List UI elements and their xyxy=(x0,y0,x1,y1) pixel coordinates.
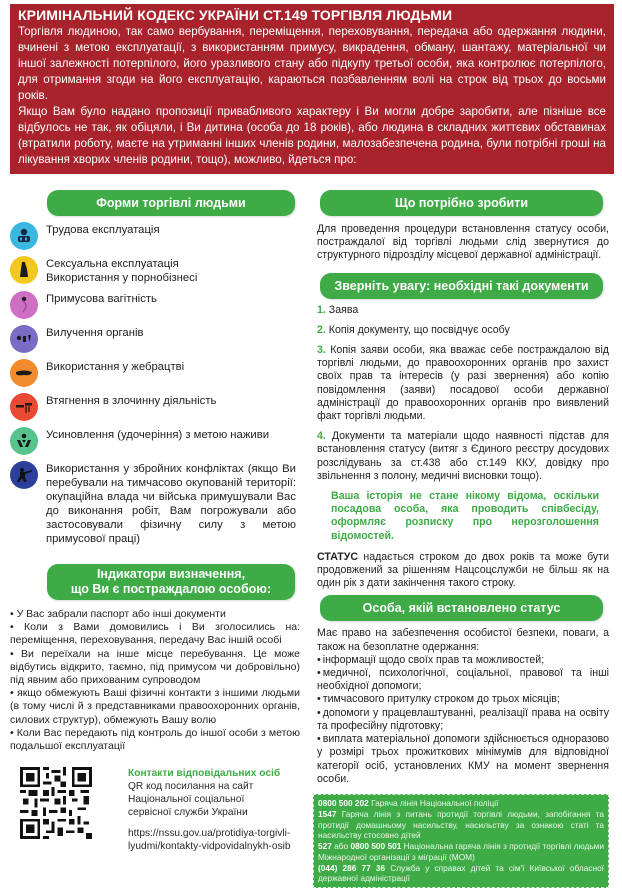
form-label: Сексуальна експлуатація Використання у порнобізнесі xyxy=(46,258,198,284)
hotline-desc: Служба у справах дітей та сім'ї Київської обласної державної адміністрації xyxy=(318,862,604,884)
form-item xyxy=(10,427,302,455)
hotline-desc: Гаряча лінія Національної поліції xyxy=(368,797,499,808)
document-text: Копія заяви особи, яка вважає себе постраждалою від торгівлі людьми, до правоохоронних органів про захист своїх прав та інтересів (у разі звернення) або копію повідомлення (заяви) посадової особи державної адміністрації до правоохоронних органів про виявлений факт торгівлі людьми. xyxy=(317,344,609,423)
contacts-url-line1: https://nssu.gov.ua/protidiya-torgivli- xyxy=(128,828,291,840)
rights-item: • медичної, психологічної, соціальної, правової та інші необхідної допомоги; xyxy=(317,667,609,693)
document-text: Копія документу, що посвідчує особу xyxy=(328,323,510,336)
form-label: Усиновлення (удочеріння) з метою наживи xyxy=(46,429,270,441)
banner-paragraph-law: Торгівля людиною, так само вербування, переміщення, переховування, передача або одержання людини, вчинені з метою експлуатації, з використанням примусу, викрадення, обману, шантажу, матеріальної чи іншої залежності потерпілого, його уразливого стану або підкупу третьої особи, яка контролює потерпілого, для отримання згоди на його експлуатацію, караються позбавленням волі на строк від трьох до восьми років. xyxy=(18,25,606,102)
indicators-list xyxy=(10,608,300,753)
form-item xyxy=(10,393,302,421)
form-label: Вилучення органів xyxy=(46,327,144,339)
document-item xyxy=(317,344,609,423)
soldier-icon xyxy=(10,461,38,489)
hotline-item xyxy=(318,863,604,885)
contacts-url-line2: lyudmi/kontakty-vidpovidalnykh-osib xyxy=(128,841,291,853)
document-number: 1. xyxy=(317,303,326,316)
contacts-line: QR код посилання на сайт xyxy=(128,781,254,793)
documents-heading: Зверніть увагу: необхідні такі документи xyxy=(320,273,603,299)
status-label: СТАТУС xyxy=(317,550,359,563)
form-item xyxy=(10,291,302,319)
hotline-number[interactable]: 0800 500 202 xyxy=(318,797,369,808)
rights-item: • виплата матеріальної допомоги здійснюється одноразово у розмірі трьох прожиткових мінімумів для відповідної категорії осіб, установлених КМУ на момент звернення особи. xyxy=(317,733,609,786)
right-column xyxy=(317,190,609,888)
form-item xyxy=(10,325,302,353)
hotline-number[interactable]: 1547 xyxy=(318,808,337,819)
form-item xyxy=(10,222,302,250)
hotline-item xyxy=(318,841,604,863)
status-description: надається строком до двох років та може бути продовжений за рішенням Нацсоцслужби не більш як на один рік з дати закінчення такого строку. xyxy=(317,550,609,590)
forms-list xyxy=(10,222,302,552)
rights-list xyxy=(317,654,609,786)
indicator-item: • якщо обмежують Ваші фізичні контакти з іншими людьми (в тому числі й з представниками правоохоронних органів, силових структур), обмежують Вашу волю xyxy=(10,687,300,726)
banner-paragraph-situation: Якщо Вам було надано пропозиції привабливого характеру і Ви могли добре заробити, але пізніше все відбулось не так, як обіцяли, і Ви дитина (особа до 18 років), або людина в складних життєвих обставинах (втратили роботу, маєте на утриманні інших членів родини, малозабезпечена родина, були потрібні гроші на лікування хворих членів родини, тощо), можливо, йдеться про: xyxy=(18,105,606,166)
status-text xyxy=(317,551,609,591)
hotline-desc: Гаряча лінія з питань протидії торгівлі людьми, запобігання та протидії домашньому насильству, насильству за ознакою статі та насильству стосовно дітей xyxy=(318,808,604,841)
form-label: Використання у жебрацтві xyxy=(46,361,185,373)
contacts-line: сервісної служби України xyxy=(128,807,248,819)
adoption-icon xyxy=(10,427,38,455)
crime-icon xyxy=(10,393,38,421)
form-item xyxy=(10,256,302,285)
person-status-heading: Особа, якій встановлено статус xyxy=(320,595,603,621)
begging-icon xyxy=(10,359,38,387)
document-number: 2. xyxy=(317,323,326,336)
form-label: Трудова експлуатація xyxy=(46,224,160,236)
indicator-item: • Ви переїхали на інше місце перебування. Це може відбутись відкрито, таємно, під примусом чи добровільно) під явним або прихованим супроводом xyxy=(10,647,300,687)
indicator-item: • Коли Вас передають під контроль до іншої особи з метою подальшої експлуатації xyxy=(10,726,300,753)
documents-list xyxy=(317,304,609,490)
banner-title: КРИМІНАЛЬНИЙ КОДЕКС УКРАЇНИ СТ.149 ТОРГІВЛЯ ЛЮДЬМИ xyxy=(18,7,453,23)
rights-item: • інформації щодо своїх прав та можливостей; xyxy=(317,654,609,667)
document-item xyxy=(317,430,609,483)
hotline-number[interactable]: 0800 500 501 xyxy=(350,841,402,852)
form-item xyxy=(10,461,302,546)
hotline-desc: або xyxy=(331,841,351,852)
document-item xyxy=(317,324,609,337)
pregnancy-icon xyxy=(10,291,38,319)
labor-icon xyxy=(10,222,38,250)
confidentiality-notice: Ваша історія не стане нікому відома, оскільки посадова особа, яка проводить співбесіду, оформляє розписку про нерозголошення відомостей. xyxy=(331,490,599,542)
todo-text: Для проведення процедури встановлення статусу особи, постраждалої від торгівлі людьми слід звернутися до структурного підрозділу місцевої державної адміністрації. xyxy=(317,223,609,262)
contacts-line: Національної соціальної xyxy=(128,794,245,806)
todo-heading: Що потрібно зробити xyxy=(320,190,603,216)
form-label: Втягнення в злочинну діяльність xyxy=(46,395,217,407)
organ-removal-icon xyxy=(10,325,38,353)
contacts-text xyxy=(128,767,302,853)
document-item xyxy=(317,304,609,317)
forms-heading: Форми торгівлі людьми xyxy=(47,190,295,216)
sexual-exploitation-icon xyxy=(10,256,38,284)
two-column-layout xyxy=(0,190,622,888)
indicators-heading-line1: Індикатори визначення, xyxy=(96,567,246,581)
form-label: Використання у збройних конфліктах (якщо Ви перебували на тимчасово окупованій території: окупаційна влада чи війська примушували Вас до виконання робіт, Вам погрожували або застосовували фізичну силу з метою примусової праці) xyxy=(46,463,296,545)
indicators-heading xyxy=(47,564,295,600)
rights-section xyxy=(317,627,609,785)
rights-item: • тимчасового притулку строком до трьох місяців; xyxy=(317,693,609,706)
document-number: 3. xyxy=(317,344,326,357)
indicator-item: • У Вас забрали паспорт або інші документи xyxy=(10,608,226,620)
hotlines-box xyxy=(313,794,609,888)
form-item xyxy=(10,359,302,387)
document-text: Заява xyxy=(328,303,359,316)
hotline-number[interactable]: (044) 286 77 36 xyxy=(318,862,386,873)
hotline-number[interactable]: 527 xyxy=(318,841,332,852)
indicators-heading-line2: що Ви є постраждалою особою: xyxy=(70,582,272,596)
qr-code-icon[interactable] xyxy=(20,767,92,839)
criminal-code-banner xyxy=(10,4,614,174)
contacts-title: Контакти відповідальних осіб xyxy=(128,768,281,780)
form-label: Примусова вагітність xyxy=(46,293,157,305)
indicator-item: • Коли з Вами домовились і Ви зголосились на: переміщення, переховування, передачу Вас іншій особі xyxy=(10,621,300,647)
hotline-item xyxy=(318,798,604,809)
contacts-url-link[interactable] xyxy=(128,827,302,853)
rights-intro: Має право на забезпечення особистої безпеки, поваги, а також на безоплатне одержання: xyxy=(317,627,609,653)
hotline-desc: Національна гаряча лінія з протидії торгівлі людьми Міжнародної організації з міграції (МОМ) xyxy=(318,841,604,862)
document-text: Документи та матеріали щодо наявності підстав для встановлення статусу (витяг з Єдиного реєстру досудових розслідувань за ст.438 або ст.149 ККУ, довідку про звільнення з полону, медичні висновки тощо). xyxy=(317,430,609,482)
contacts-section xyxy=(10,767,302,853)
left-column xyxy=(10,190,302,853)
document-number: 4. xyxy=(317,430,326,443)
hotline-item xyxy=(318,809,604,841)
rights-item: • допомоги у працевлаштуванні, реалізації права на освіту та професійну підготовку; xyxy=(317,707,609,733)
